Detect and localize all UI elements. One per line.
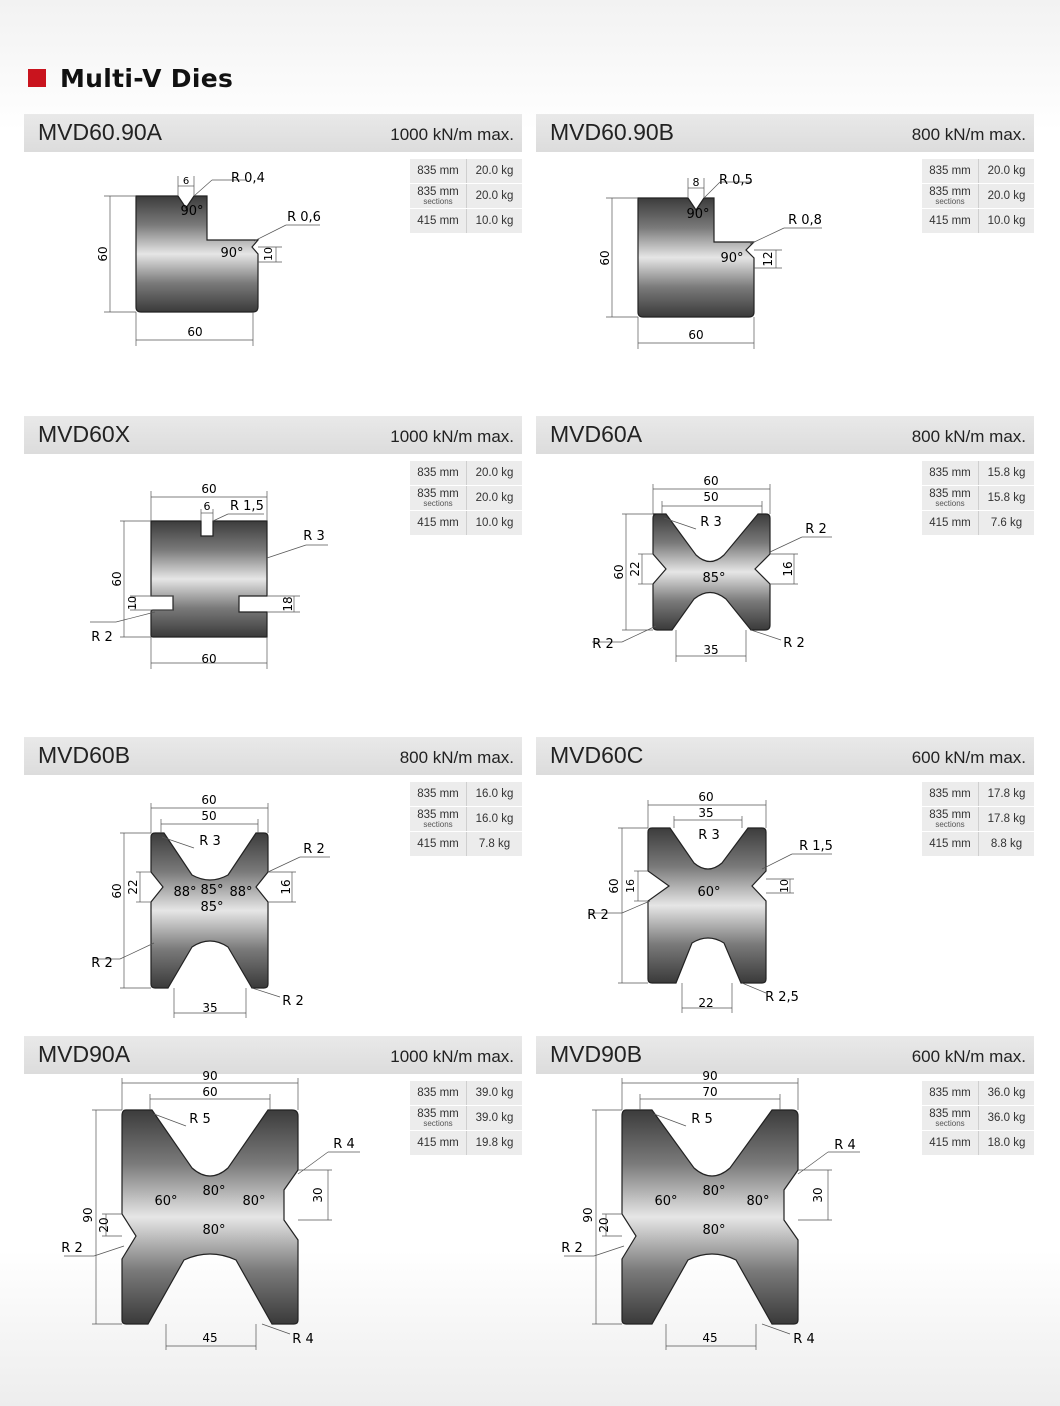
spec-sub: sections xyxy=(423,498,453,508)
die-name: MVD60B xyxy=(38,742,131,768)
angle-label: 80° xyxy=(202,1184,226,1199)
spec-weight: 36.0 kg xyxy=(979,1081,1035,1106)
spec-row xyxy=(922,832,1034,857)
dim-label: 35 xyxy=(202,1001,218,1015)
radius-label: R 0,8 xyxy=(788,213,822,228)
dim-label: 60 xyxy=(612,564,626,580)
spec-table xyxy=(410,461,522,536)
die-header xyxy=(24,737,522,775)
spec-length: 415 mm xyxy=(922,1131,979,1156)
spec-weight: 20.0 kg xyxy=(467,461,523,486)
spec-table xyxy=(922,461,1034,536)
die-name: MVD90A xyxy=(38,1041,131,1067)
angle-label: 88° xyxy=(173,885,197,900)
radius-label: R 0,6 xyxy=(287,210,321,225)
spec-length: 835 mm xyxy=(929,808,971,821)
die-drawing xyxy=(24,152,410,404)
radius-label: R 5 xyxy=(189,1112,211,1127)
spec-length-cell xyxy=(922,1106,979,1131)
spec-weight: 17.8 kg xyxy=(979,782,1035,807)
angle-label: 90° xyxy=(720,251,744,266)
spec-sub: sections xyxy=(423,196,453,206)
dim-label: 60 xyxy=(607,878,621,894)
spec-row xyxy=(922,1131,1034,1156)
die-profile xyxy=(151,521,267,637)
spec-weight: 20.0 kg xyxy=(467,486,523,511)
dim-label: 60 xyxy=(96,246,110,262)
die-card-mvd60c xyxy=(536,737,1034,1027)
dim-label: 18 xyxy=(281,596,295,612)
radius-label: R 0,5 xyxy=(719,173,753,188)
spec-sub: sections xyxy=(935,498,965,508)
dim-label: 20 xyxy=(97,1217,111,1233)
radius-label: R 4 xyxy=(834,1138,856,1153)
radius-label: R 4 xyxy=(333,1137,355,1152)
dim-label: 22 xyxy=(698,996,714,1010)
dim-label: 30 xyxy=(811,1187,825,1203)
dim-label: 90 xyxy=(702,1069,718,1083)
die-card-mvd60x xyxy=(24,416,522,706)
spec-weight: 10.0 kg xyxy=(467,511,523,536)
radius-label: R 1,5 xyxy=(799,839,833,854)
spec-row xyxy=(922,184,1034,209)
spec-weight: 7.6 kg xyxy=(979,511,1035,536)
dim-label: 70 xyxy=(702,1085,718,1099)
spec-sub: sections xyxy=(423,819,453,829)
spec-weight: 19.8 kg xyxy=(467,1131,523,1156)
spec-length: 835 mm xyxy=(922,1081,979,1106)
spec-length: 415 mm xyxy=(922,832,979,857)
spec-length: 415 mm xyxy=(410,511,467,536)
angle-label: 80° xyxy=(746,1194,770,1209)
spec-weight: 17.8 kg xyxy=(979,807,1035,832)
radius-label: R 2,5 xyxy=(765,990,799,1005)
angle-label: 85° xyxy=(200,883,224,898)
radius-label: R 2 xyxy=(303,842,325,857)
dim-label: 22 xyxy=(126,879,140,895)
radius-label: R 3 xyxy=(303,529,325,544)
spec-row xyxy=(922,1106,1034,1131)
dim-label: 90 xyxy=(202,1069,218,1083)
spec-weight: 18.0 kg xyxy=(979,1131,1035,1156)
spec-sub: sections xyxy=(935,1118,965,1128)
dim-label: 12 xyxy=(761,251,775,267)
spec-weight: 10.0 kg xyxy=(979,209,1035,234)
spec-length-cell xyxy=(410,486,467,511)
spec-length: 835 mm xyxy=(929,487,971,500)
dim-label: 60 xyxy=(201,482,217,496)
spec-weight: 15.8 kg xyxy=(979,486,1035,511)
spec-sub: sections xyxy=(935,196,965,206)
spec-weight: 39.0 kg xyxy=(467,1106,523,1131)
spec-row xyxy=(410,782,522,807)
spec-length: 835 mm xyxy=(417,487,459,500)
spec-length-cell xyxy=(922,486,979,511)
die-profile xyxy=(122,1110,298,1324)
die-card-mvd60b xyxy=(24,737,522,1027)
die-drawing xyxy=(536,1069,922,1347)
spec-weight: 20.0 kg xyxy=(467,184,523,209)
spec-row xyxy=(410,461,522,486)
spec-row xyxy=(922,807,1034,832)
dim-label: 16 xyxy=(781,561,795,577)
spec-weight: 39.0 kg xyxy=(467,1081,523,1106)
dim-label: 45 xyxy=(202,1331,218,1345)
die-drawing xyxy=(536,152,922,404)
dim-label: 30 xyxy=(311,1187,325,1203)
spec-row xyxy=(922,1081,1034,1106)
radius-label: R 3 xyxy=(698,828,720,843)
radius-label: R 0,4 xyxy=(231,171,265,186)
spec-length: 835 mm xyxy=(922,159,979,184)
angle-label: 80° xyxy=(702,1223,726,1238)
die-header xyxy=(24,416,522,454)
radius-label: R 2 xyxy=(561,1241,583,1256)
radius-label: R 3 xyxy=(199,834,221,849)
die-drawing xyxy=(24,1069,410,1347)
spec-row xyxy=(922,511,1034,536)
spec-row xyxy=(922,782,1034,807)
dim-label: 22 xyxy=(628,561,642,577)
dim-label: 35 xyxy=(703,643,719,657)
die-header xyxy=(536,416,1034,454)
spec-row xyxy=(410,486,522,511)
spec-row xyxy=(922,461,1034,486)
spec-row xyxy=(410,1131,522,1156)
die-name: MVD60C xyxy=(550,742,644,768)
spec-weight: 20.0 kg xyxy=(467,159,523,184)
die-header xyxy=(24,114,522,152)
die-drawing xyxy=(24,454,410,706)
die-card-mvd60-90b xyxy=(536,114,1034,404)
radius-label: R 2 xyxy=(592,637,614,652)
spec-weight: 16.0 kg xyxy=(467,807,523,832)
spec-weight: 15.8 kg xyxy=(979,461,1035,486)
dim-label: 60 xyxy=(187,325,203,339)
spec-length: 835 mm xyxy=(922,461,979,486)
dim-label: 35 xyxy=(698,806,714,820)
spec-weight: 20.0 kg xyxy=(979,184,1035,209)
dim-label: 50 xyxy=(703,490,719,504)
spec-length: 415 mm xyxy=(922,209,979,234)
spec-table xyxy=(410,782,522,857)
die-load: 800 kN/m max. xyxy=(911,125,1026,144)
angle-label: 60° xyxy=(697,885,721,900)
die-load: 600 kN/m max. xyxy=(911,748,1026,767)
die-name: MVD60X xyxy=(38,421,131,447)
dim-label: 10 xyxy=(126,596,139,610)
radius-label: R 4 xyxy=(793,1332,815,1347)
dim-label: 16 xyxy=(279,879,293,895)
die-name: MVD90B xyxy=(550,1041,643,1067)
angle-label: 90° xyxy=(220,246,244,261)
angle-label: 85° xyxy=(200,900,224,915)
page-title-text: Multi-V Dies xyxy=(60,63,234,93)
spec-row xyxy=(410,159,522,184)
spec-row xyxy=(410,184,522,209)
spec-table xyxy=(922,782,1034,857)
dim-label: 60 xyxy=(688,328,704,342)
die-header xyxy=(536,1036,1034,1074)
spec-table xyxy=(922,1081,1034,1156)
die-load: 600 kN/m max. xyxy=(911,1047,1026,1066)
die-profile xyxy=(622,1110,798,1324)
die-card-mvd90a xyxy=(24,1036,522,1347)
angle-label: 80° xyxy=(242,1194,266,1209)
angle-label: 80° xyxy=(702,1184,726,1199)
dim-label: 60 xyxy=(110,571,124,587)
dim-label: 90 xyxy=(81,1207,95,1223)
spec-weight: 16.0 kg xyxy=(467,782,523,807)
die-drawing xyxy=(536,775,922,1027)
spec-length: 415 mm xyxy=(410,1131,467,1156)
radius-label: R 3 xyxy=(700,515,722,530)
spec-length: 835 mm xyxy=(417,808,459,821)
spec-sub: sections xyxy=(423,1118,453,1128)
spec-length-cell xyxy=(922,807,979,832)
angle-label: 60° xyxy=(154,1194,178,1209)
angle-label: 60° xyxy=(654,1194,678,1209)
spec-length: 415 mm xyxy=(410,209,467,234)
dim-label: 8 xyxy=(692,176,700,189)
die-card-mvd60a xyxy=(536,416,1034,706)
spec-table xyxy=(410,159,522,234)
radius-label: R 2 xyxy=(282,994,304,1009)
dim-label: 60 xyxy=(110,883,124,899)
spec-length: 415 mm xyxy=(410,832,467,857)
die-drawing xyxy=(24,775,410,1027)
spec-row xyxy=(410,807,522,832)
die-header xyxy=(24,1036,522,1074)
spec-length-cell xyxy=(410,807,467,832)
spec-sub: sections xyxy=(935,819,965,829)
spec-weight: 7.8 kg xyxy=(467,832,523,857)
die-name: MVD60.90A xyxy=(38,119,163,145)
spec-length: 835 mm xyxy=(922,782,979,807)
radius-label: R 2 xyxy=(805,522,827,537)
page-title xyxy=(28,60,233,96)
radius-label: R 2 xyxy=(783,636,805,651)
spec-length-cell xyxy=(410,184,467,209)
dim-label: 6 xyxy=(182,176,190,187)
dim-label: 60 xyxy=(703,474,719,488)
angle-label: 85° xyxy=(702,571,726,586)
spec-length: 835 mm xyxy=(410,1081,467,1106)
die-name: MVD60.90B xyxy=(550,119,675,145)
angle-label: 80° xyxy=(202,1223,226,1238)
die-load: 1000 kN/m max. xyxy=(390,1047,514,1066)
spec-row xyxy=(922,209,1034,234)
die-load: 800 kN/m max. xyxy=(911,427,1026,446)
spec-row xyxy=(410,1106,522,1131)
radius-label: R 2 xyxy=(587,908,609,923)
dim-label: 50 xyxy=(201,809,217,823)
radius-label: R 2 xyxy=(61,1241,83,1256)
angle-label: 88° xyxy=(229,885,253,900)
die-load: 1000 kN/m max. xyxy=(390,125,514,144)
radius-label: R 4 xyxy=(292,1332,314,1347)
dim-label: 60 xyxy=(202,1085,218,1099)
title-square-icon xyxy=(28,69,46,87)
dim-label: 10 xyxy=(262,247,275,261)
dim-label: 60 xyxy=(698,790,714,804)
dim-label: 90 xyxy=(581,1207,595,1223)
die-card-mvd90b xyxy=(536,1036,1034,1347)
spec-length: 835 mm xyxy=(417,185,459,198)
spec-weight: 20.0 kg xyxy=(979,159,1035,184)
die-load: 1000 kN/m max. xyxy=(390,427,514,446)
die-header xyxy=(536,114,1034,152)
spec-weight: 8.8 kg xyxy=(979,832,1035,857)
die-name: MVD60A xyxy=(550,421,643,447)
die-card-mvd60-90a xyxy=(24,114,522,404)
spec-table xyxy=(410,1081,522,1156)
radius-label: R 2 xyxy=(91,630,113,645)
spec-length-cell xyxy=(410,1106,467,1131)
dim-label: 60 xyxy=(201,652,217,666)
spec-row xyxy=(410,832,522,857)
die-load: 800 kN/m max. xyxy=(399,748,514,767)
spec-row xyxy=(922,486,1034,511)
spec-length-cell xyxy=(922,184,979,209)
spec-length: 835 mm xyxy=(417,1107,459,1120)
die-drawing xyxy=(536,454,922,706)
spec-length: 415 mm xyxy=(922,511,979,536)
spec-row xyxy=(410,209,522,234)
spec-row xyxy=(410,1081,522,1106)
dim-label: 20 xyxy=(597,1217,611,1233)
spec-weight: 36.0 kg xyxy=(979,1106,1035,1131)
radius-label: R 2 xyxy=(91,956,113,971)
angle-label: 90° xyxy=(686,207,710,222)
die-profile xyxy=(648,828,766,983)
spec-table xyxy=(922,159,1034,234)
spec-length: 835 mm xyxy=(929,1107,971,1120)
die-header xyxy=(536,737,1034,775)
dim-label: 60 xyxy=(598,250,612,266)
dim-label: 45 xyxy=(702,1331,718,1345)
dim-label: 16 xyxy=(624,879,637,893)
spec-length: 835 mm xyxy=(410,461,467,486)
radius-label: R 5 xyxy=(691,1112,713,1127)
spec-row xyxy=(410,511,522,536)
spec-length: 835 mm xyxy=(929,185,971,198)
spec-row xyxy=(922,159,1034,184)
dim-label: 10 xyxy=(778,879,791,893)
radius-label: R 1,5 xyxy=(230,499,264,514)
dim-label: 6 xyxy=(203,500,211,513)
spec-length: 835 mm xyxy=(410,782,467,807)
dim-label: 60 xyxy=(201,793,217,807)
angle-label: 90° xyxy=(180,204,204,219)
spec-length: 835 mm xyxy=(410,159,467,184)
spec-weight: 10.0 kg xyxy=(467,209,523,234)
